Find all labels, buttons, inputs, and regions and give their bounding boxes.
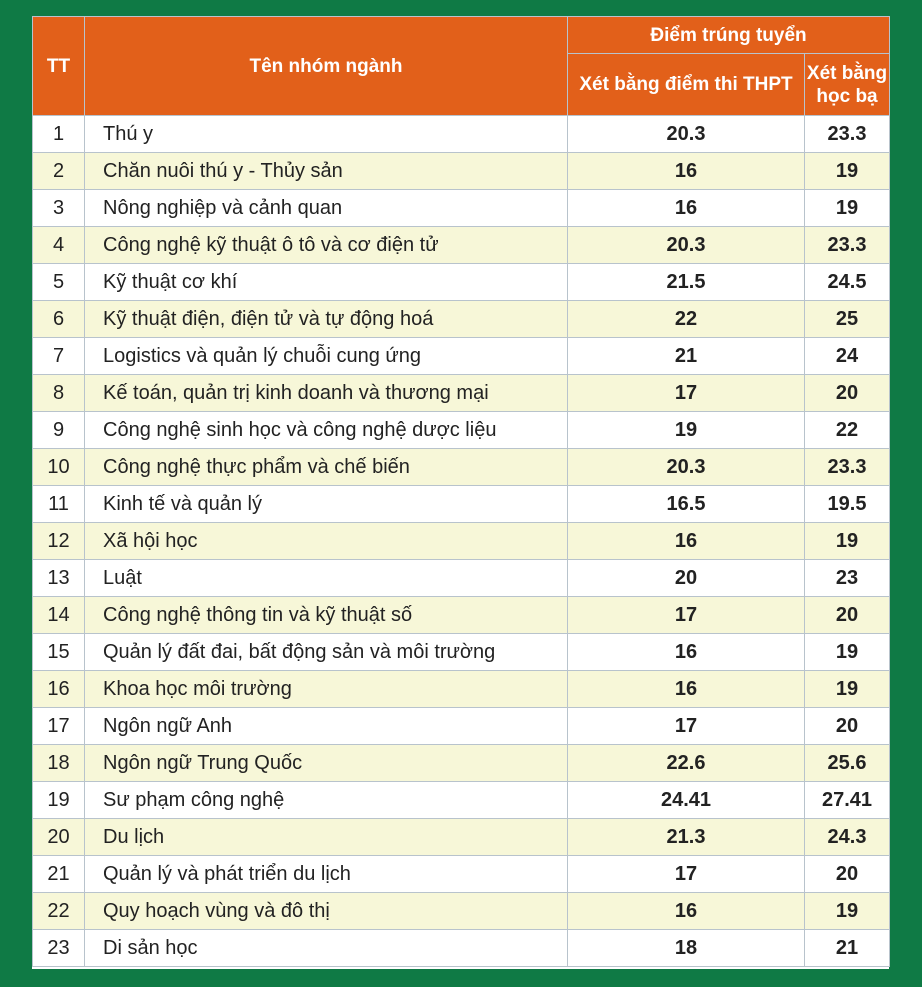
row-name: Công nghệ kỹ thuật ô tô và cơ điện tử — [85, 227, 568, 264]
row-score-thpt: 22.6 — [568, 745, 805, 782]
row-score-thpt: 16 — [568, 523, 805, 560]
row-number: 21 — [33, 856, 85, 893]
row-score-hocba: 19 — [805, 634, 890, 671]
row-number: 18 — [33, 745, 85, 782]
row-score-hocba: 27.41 — [805, 782, 890, 819]
row-name: Ngôn ngữ Trung Quốc — [85, 745, 568, 782]
score-table — [32, 16, 890, 967]
row-score-hocba: 20 — [805, 597, 890, 634]
row-score-hocba: 24.5 — [805, 264, 890, 301]
row-score-hocba: 25.6 — [805, 745, 890, 782]
row-name: Luật — [85, 560, 568, 597]
row-score-hocba: 19 — [805, 153, 890, 190]
row-score-hocba: 21 — [805, 930, 890, 967]
row-score-thpt: 17 — [568, 375, 805, 412]
row-name: Kỹ thuật cơ khí — [85, 264, 568, 301]
row-score-thpt: 17 — [568, 856, 805, 893]
row-number: 10 — [33, 449, 85, 486]
row-number: 16 — [33, 671, 85, 708]
row-score-thpt: 21 — [568, 338, 805, 375]
row-number: 8 — [33, 375, 85, 412]
row-score-thpt: 16 — [568, 153, 805, 190]
row-number: 17 — [33, 708, 85, 745]
row-score-thpt: 18 — [568, 930, 805, 967]
row-number: 14 — [33, 597, 85, 634]
table-row — [33, 708, 890, 745]
row-name: Di sản học — [85, 930, 568, 967]
table-row — [33, 893, 890, 930]
row-number: 19 — [33, 782, 85, 819]
row-number: 6 — [33, 301, 85, 338]
row-number: 2 — [33, 153, 85, 190]
row-number: 7 — [33, 338, 85, 375]
row-score-hocba: 24 — [805, 338, 890, 375]
row-name: Kinh tế và quản lý — [85, 486, 568, 523]
row-name: Kỹ thuật điện, điện tử và tự động hoá — [85, 301, 568, 338]
row-name: Sư phạm công nghệ — [85, 782, 568, 819]
row-name: Logistics và quản lý chuỗi cung ứng — [85, 338, 568, 375]
row-score-thpt: 16 — [568, 634, 805, 671]
row-name: Xã hội học — [85, 523, 568, 560]
table-header — [33, 17, 890, 116]
table-row — [33, 338, 890, 375]
row-score-thpt: 21.5 — [568, 264, 805, 301]
row-score-thpt: 16 — [568, 671, 805, 708]
row-score-hocba: 19 — [805, 190, 890, 227]
row-name: Quy hoạch vùng và đô thị — [85, 893, 568, 930]
row-number: 20 — [33, 819, 85, 856]
row-name: Công nghệ thực phẩm và chế biến — [85, 449, 568, 486]
table-row — [33, 523, 890, 560]
row-score-hocba: 24.3 — [805, 819, 890, 856]
row-score-hocba: 20 — [805, 708, 890, 745]
row-score-hocba: 23 — [805, 560, 890, 597]
row-name: Quản lý và phát triển du lịch — [85, 856, 568, 893]
table-row — [33, 930, 890, 967]
table-row — [33, 412, 890, 449]
row-number: 23 — [33, 930, 85, 967]
row-name: Chăn nuôi thú y - Thủy sản — [85, 153, 568, 190]
table-row — [33, 560, 890, 597]
row-score-hocba: 23.3 — [805, 116, 890, 153]
table-body — [33, 116, 890, 967]
row-name: Thú y — [85, 116, 568, 153]
table-row — [33, 597, 890, 634]
row-name: Kế toán, quản trị kinh doanh và thương mại — [85, 375, 568, 412]
row-number: 4 — [33, 227, 85, 264]
table-row — [33, 856, 890, 893]
header-name: Tên nhóm ngành — [85, 17, 568, 116]
table-row — [33, 782, 890, 819]
row-score-thpt: 16.5 — [568, 486, 805, 523]
row-score-thpt: 21.3 — [568, 819, 805, 856]
table-row — [33, 301, 890, 338]
row-score-thpt: 17 — [568, 708, 805, 745]
row-number: 22 — [33, 893, 85, 930]
row-score-thpt: 20.3 — [568, 116, 805, 153]
header-thpt: Xét bằng điểm thi THPT — [568, 54, 805, 116]
row-score-thpt: 16 — [568, 190, 805, 227]
row-score-hocba: 19.5 — [805, 486, 890, 523]
table-row — [33, 116, 890, 153]
table-row — [33, 486, 890, 523]
row-score-thpt: 24.41 — [568, 782, 805, 819]
row-score-hocba: 25 — [805, 301, 890, 338]
table-row — [33, 227, 890, 264]
row-score-thpt: 17 — [568, 597, 805, 634]
row-name: Nông nghiệp và cảnh quan — [85, 190, 568, 227]
row-score-thpt: 20.3 — [568, 227, 805, 264]
table-row — [33, 190, 890, 227]
table-row — [33, 153, 890, 190]
row-score-hocba: 23.3 — [805, 449, 890, 486]
row-number: 3 — [33, 190, 85, 227]
row-score-thpt: 19 — [568, 412, 805, 449]
table-row — [33, 449, 890, 486]
row-score-thpt: 20.3 — [568, 449, 805, 486]
row-score-hocba: 19 — [805, 671, 890, 708]
row-name: Du lịch — [85, 819, 568, 856]
row-score-hocba: 20 — [805, 375, 890, 412]
row-name: Công nghệ sinh học và công nghệ dược liệu — [85, 412, 568, 449]
row-number: 9 — [33, 412, 85, 449]
row-name: Khoa học môi trường — [85, 671, 568, 708]
header-score-group: Điểm trúng tuyển — [568, 17, 890, 54]
table-row — [33, 634, 890, 671]
table-row — [33, 375, 890, 412]
row-score-hocba: 22 — [805, 412, 890, 449]
header-hocba: Xét bằng học bạ — [805, 54, 890, 116]
row-number: 5 — [33, 264, 85, 301]
row-score-thpt: 22 — [568, 301, 805, 338]
row-score-hocba: 20 — [805, 856, 890, 893]
row-name: Công nghệ thông tin và kỹ thuật số — [85, 597, 568, 634]
header-tt: TT — [33, 17, 85, 116]
row-name: Ngôn ngữ Anh — [85, 708, 568, 745]
row-number: 13 — [33, 560, 85, 597]
row-score-hocba: 19 — [805, 523, 890, 560]
table-row — [33, 671, 890, 708]
row-score-thpt: 20 — [568, 560, 805, 597]
score-table-card — [32, 16, 889, 969]
row-name: Quản lý đất đai, bất động sản và môi trường — [85, 634, 568, 671]
row-score-hocba: 19 — [805, 893, 890, 930]
row-number: 12 — [33, 523, 85, 560]
row-score-hocba: 23.3 — [805, 227, 890, 264]
table-row — [33, 819, 890, 856]
row-number: 1 — [33, 116, 85, 153]
row-score-thpt: 16 — [568, 893, 805, 930]
table-row — [33, 264, 890, 301]
table-row — [33, 745, 890, 782]
row-number: 11 — [33, 486, 85, 523]
row-number: 15 — [33, 634, 85, 671]
